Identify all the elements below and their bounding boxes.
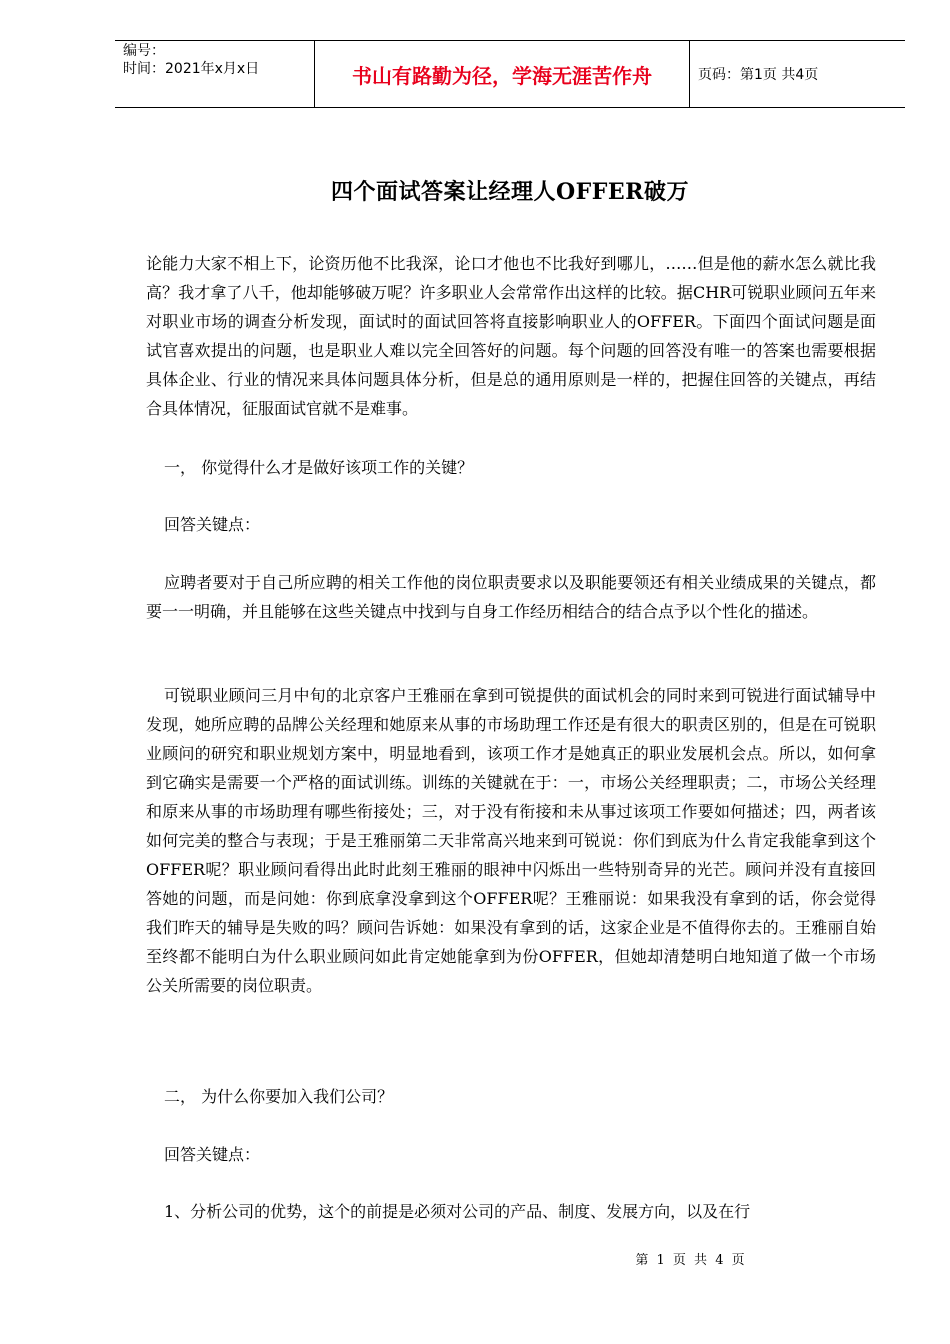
intro-paragraph: 论能力大家不相上下，论资历他不比我深，论口才他也不比我好到哪儿，……但是他的薪水怎么就比我高？我才拿了八千，他却能够破万呢？许多职业人会常常作出这样的比较。据CHR可锐职业顾问五年来对职业市场的调查分析发现，面试时的面试回答将直接影响职业人的OFFER。下面四个面试问题是面试官喜欢提出的问题，也是职业人难以完全回答好的问题。每个问题的回答没有唯一的答案也需要根据具体企业、行业的情况来具体问题具体分析，但是总的通用原则是一样的，把握住回答的关键点，再结合具体情况，征服面试官就不是难事。 bbox=[146, 254, 876, 418]
answer-key-label-1: 回答关键点： bbox=[164, 515, 261, 534]
paragraph-1: 应聘者要对于自己所应聘的相关工作他的岗位职责要求以及职能要领还有相关业绩成果的关键点，都要一一明确，并且能够在这些关键点中找到与自身工作经历相结合的结合点予以个性化的描述。 bbox=[146, 573, 876, 621]
question-2: 二， 为什么你要加入我们公司？ bbox=[164, 1087, 394, 1106]
page-footer: 第 1 页 共 4 页 bbox=[635, 1253, 745, 1268]
header-meta-cell bbox=[115, 41, 315, 107]
number-label: 编号： bbox=[123, 43, 165, 59]
answer-key-label-2: 回答关键点： bbox=[164, 1145, 261, 1164]
header-motto: 书山有路勤为径，学海无涯苦作舟 bbox=[315, 41, 690, 107]
question-1: 一， 你觉得什么才是做好该项工作的关键？ bbox=[164, 458, 474, 477]
page-header bbox=[115, 40, 905, 108]
paragraph-2: 可锐职业顾问三月中旬的北京客户王雅丽在拿到可锐提供的面试机会的同时来到可锐进行面试辅导中发现，她所应聘的品牌公关经理和她原来从事的市场助理工作还是有很大的职责区别的，但是在可锐职业顾问的研究和职业规划方案中，明显地看到，该项工作才是她真正的职业发展机会点。所以，如何拿到它确实是需要一个严格的面试训练。训练的关键就在于：一，市场公关经理职责；二，市场公关经理和原来从事的市场助理有哪些衔接处；三，对于没有衔接和未从事过该项工作要如何描述；四，两者该如何完美的整合与表现；于是王雅丽第二天非常高兴地来到可锐说：你们到底为什么肯定我能拿到这个OFFER呢？职业顾问看得出此时此刻王雅丽的眼神中闪烁出一些特别奇异的光芒。顾问并没有直接回答她的问题，而是问她：你到底拿没拿到这个OFFER呢？王雅丽说：如果我没有拿到的话，你会觉得我们昨天的辅导是失败的吗？顾问告诉她：如果没有拿到的话，这家企业是不值得你去的。王雅丽自始至终都不能明白为什么职业顾问如此肯定她能拿到为份OFFER，但她却清楚明白地知道了做一个市场公关所需要的岗位职责。 bbox=[146, 686, 876, 995]
paragraph-3: 1、分析公司的优势，这个的前提是必须对公司的产品、制度、发展方向，以及在行 bbox=[164, 1202, 751, 1221]
time-label: 时间：2021年x月x日 bbox=[123, 61, 260, 77]
header-page-info: 页码：第1页 共4页 bbox=[698, 67, 819, 83]
document-title: 四个面试答案让经理人OFFER破万 bbox=[331, 179, 689, 205]
